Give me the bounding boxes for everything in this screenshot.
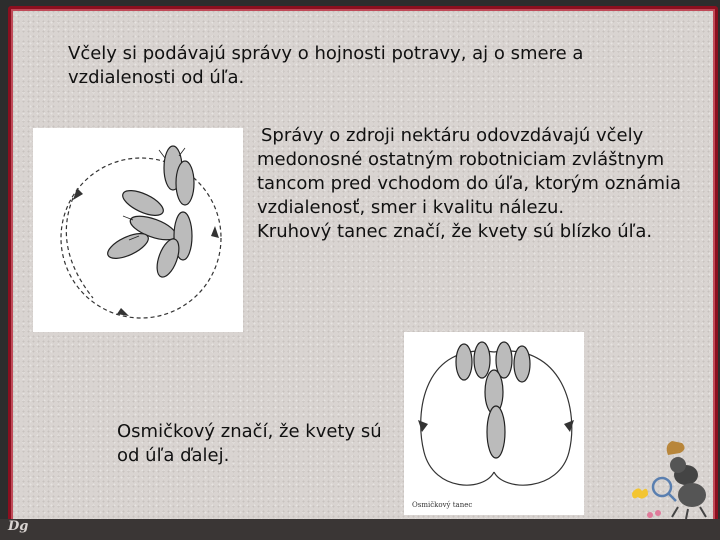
round-dance-drawing (33, 128, 243, 332)
figure-eight-illustration (404, 332, 584, 515)
footer-logo: Dg (8, 519, 29, 534)
round-dance-text: Kruhový tanec značí, že kvety sú blízko úľa. (257, 221, 653, 242)
bottom-bar (0, 519, 720, 540)
figure-eight-caption: Osmičkový tanec (412, 501, 473, 509)
round-dance-illustration (33, 128, 243, 332)
ant-magnifier-icon (628, 435, 714, 519)
main-paragraph: Správy o zdroji nektáru odovzdávajú včely medonosné ostatným robotniciam zvláštnym tancom pred vchodom do úľa, ktorým oznámia vzdialenosť, smer i kvalitu nálezu. (257, 125, 682, 218)
main-text (257, 124, 697, 244)
figure-eight-text: Osmičkový značí, že kvety sú od úľa ďalej. (117, 421, 382, 466)
intro-text: Včely si podávajú správy o hojnosti potravy, aj o smere a vzdialenosti od úľa. (68, 43, 584, 88)
figure-eight-drawing (404, 332, 584, 515)
